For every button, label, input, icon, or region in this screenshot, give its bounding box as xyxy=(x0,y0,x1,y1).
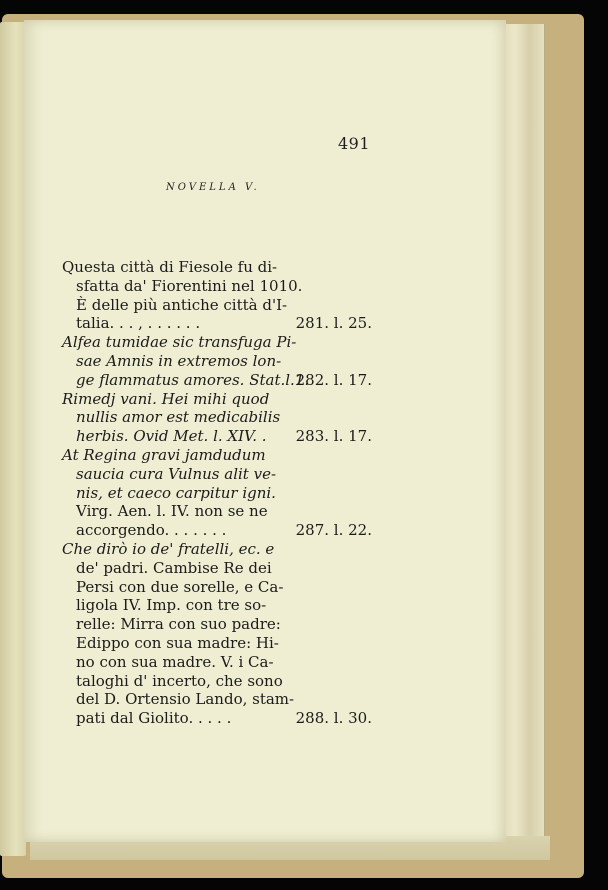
entry-line: ligola IV. Imp. con tre so- xyxy=(76,596,267,615)
entry-line: accorgendo. . . . . . . xyxy=(76,521,227,540)
entry-line: de' padri. Cambise Re dei xyxy=(76,558,272,577)
entry-line: At Regina gravi jamdudum xyxy=(62,445,266,464)
entry-line: saucia cura Vulnus alit ve- xyxy=(76,464,277,483)
entry-line: Rimedj vani. Hei mihi quod xyxy=(62,389,270,408)
index-entry xyxy=(62,333,372,389)
index-entry xyxy=(62,446,372,540)
entry-line: nis, et caeco carpitur igni. xyxy=(76,483,276,502)
page-reference: 283. l. 17. xyxy=(295,427,372,446)
entry-line: del D. Ortensio Lando, stam- xyxy=(76,690,295,709)
index-entries xyxy=(62,258,372,728)
page-reference: 287. l. 22. xyxy=(295,521,372,540)
entry-line: È delle più antiche città d'I- xyxy=(76,295,288,314)
page-reference: 281. l. 25. xyxy=(295,314,372,333)
entry-line: Persi con due sorelle, e Ca- xyxy=(76,577,284,596)
page-reference: 288. l. 30. xyxy=(295,709,372,728)
entry-line: Virg. Aen. l. IV. non se ne xyxy=(76,502,268,521)
entry-line: pati dal Giolito. . . . . xyxy=(76,709,232,728)
entry-line: taloghi d' incerto, che sono xyxy=(76,671,283,690)
entry-line: herbis. Ovid Met. l. XIV. . xyxy=(76,427,267,446)
entry-line: Questa città di Fiesole fu di- xyxy=(62,258,278,276)
entry-line: relle: Mirra con suo padre: xyxy=(76,615,281,634)
page-reference: 282. l. 17. xyxy=(295,370,372,389)
index-entry xyxy=(62,390,372,446)
entry-line: talia. . . , . . . . . . xyxy=(76,314,201,333)
entry-line: Edippo con sua madre: Hi- xyxy=(76,633,279,652)
entry-line: Alfea tumidae sic transfuga Pi- xyxy=(62,333,297,352)
entry-line: sfatta da' Fiorentini nel 1010. xyxy=(76,276,303,295)
index-entry xyxy=(62,540,372,728)
entry-line: Che dirò io de' fratelli, ec. e xyxy=(62,539,275,558)
left-page-edge xyxy=(0,22,26,856)
index-entry xyxy=(62,258,372,333)
running-header: NOVELLA V. xyxy=(166,182,260,193)
entry-line: no con sua madre. V. i Ca- xyxy=(76,652,274,671)
entry-line: ge flammatus amores. Stat.l.1. xyxy=(76,370,310,389)
page-number: 491 xyxy=(338,134,371,153)
entry-line: nullis amor est medicabilis xyxy=(76,408,281,427)
entry-line: sae Amnis in extremos lon- xyxy=(76,351,282,370)
